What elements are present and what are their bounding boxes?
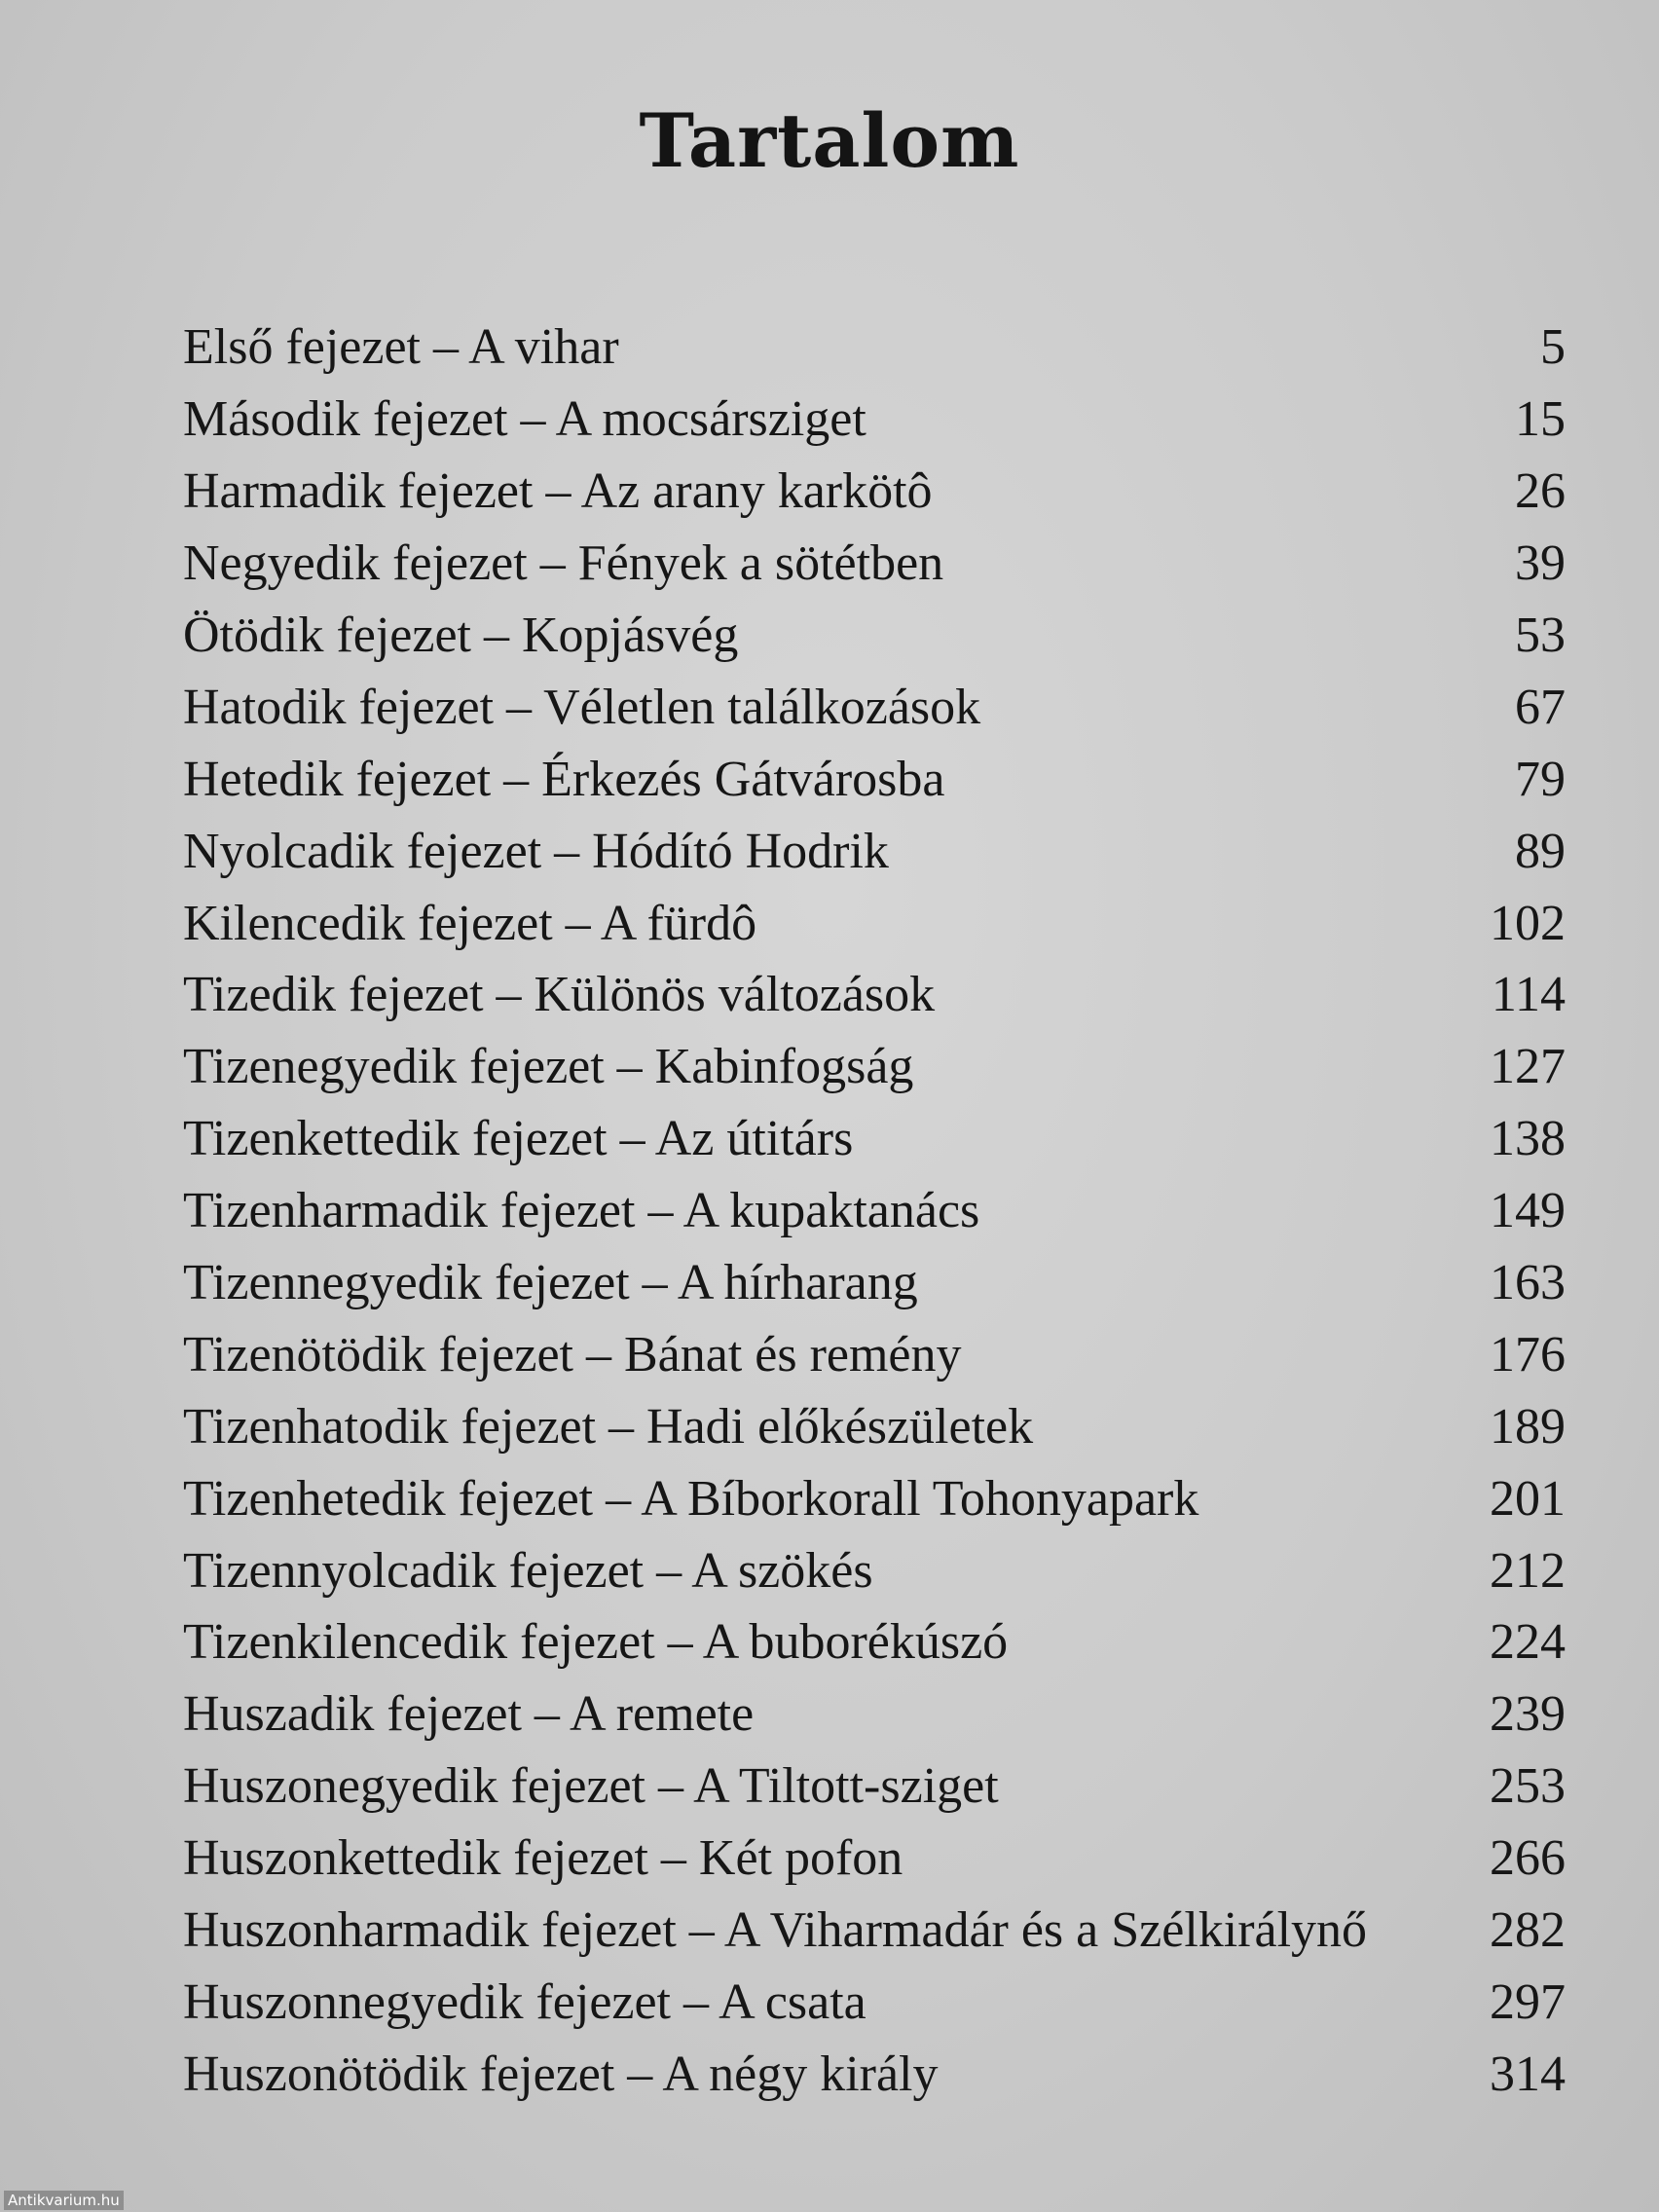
toc-entry-title: Tizenhatodik fejezet – Hadi előkészületek bbox=[183, 1398, 1034, 1455]
toc-entry bbox=[183, 1175, 1566, 1247]
toc-entry-page-number: 67 bbox=[1515, 679, 1566, 735]
toc-entry bbox=[183, 815, 1566, 887]
toc-entry-page-number: 239 bbox=[1490, 1686, 1566, 1743]
toc-entry-page-number: 15 bbox=[1515, 391, 1566, 448]
toc-entry-page-number: 189 bbox=[1490, 1398, 1566, 1455]
toc-entry-page-number: 201 bbox=[1490, 1470, 1566, 1527]
toc-entry bbox=[183, 456, 1566, 528]
toc-entry bbox=[183, 1031, 1566, 1103]
toc-entry-title: Tizedik fejezet – Különös változások bbox=[183, 967, 936, 1023]
toc-entry bbox=[183, 1390, 1566, 1462]
toc-entry bbox=[183, 1678, 1566, 1751]
toc-entry bbox=[183, 671, 1566, 743]
toc-entry-page-number: 314 bbox=[1490, 2046, 1566, 2102]
toc-entry-page-number: 176 bbox=[1490, 1326, 1566, 1382]
toc-entry bbox=[183, 1534, 1566, 1606]
table-of-contents bbox=[183, 312, 1566, 2110]
toc-entry-page-number: 149 bbox=[1490, 1183, 1566, 1239]
toc-entry-title: Kilencedik fejezet – A fürdô bbox=[183, 895, 757, 951]
toc-entry-page-number: 5 bbox=[1540, 319, 1566, 376]
toc-entry-title: Huszonkettedik fejezet – Két pofon bbox=[183, 1830, 903, 1887]
toc-entry-page-number: 53 bbox=[1515, 608, 1566, 663]
toc-entry-page-number: 212 bbox=[1490, 1542, 1566, 1599]
toc-entry-page-number: 138 bbox=[1490, 1111, 1566, 1167]
toc-entry-page-number: 26 bbox=[1515, 463, 1566, 520]
toc-entry bbox=[183, 959, 1566, 1031]
toc-entry-page-number: 253 bbox=[1490, 1758, 1566, 1815]
toc-entry-title: Hatodik fejezet – Véletlen találkozások bbox=[183, 679, 981, 735]
toc-entry bbox=[183, 384, 1566, 456]
toc-entry-title: Tizenkettedik fejezet – Az útitárs bbox=[183, 1111, 854, 1167]
toc-entry bbox=[183, 887, 1566, 959]
toc-entry-title: Huszadik fejezet – A remete bbox=[183, 1686, 755, 1743]
toc-entry-title: Második fejezet – A mocsársziget bbox=[183, 391, 866, 448]
toc-entry bbox=[183, 1103, 1566, 1175]
toc-entry-title: Huszonötödik fejezet – A négy király bbox=[183, 2046, 939, 2102]
toc-entry-page-number: 282 bbox=[1490, 1902, 1566, 1959]
toc-entry-page-number: 127 bbox=[1490, 1039, 1566, 1095]
toc-entry-title: Tizenkilencedik fejezet – A buborékúszó bbox=[183, 1614, 1009, 1671]
toc-entry-page-number: 297 bbox=[1490, 1973, 1566, 2030]
page-title: Tartalom bbox=[639, 97, 1020, 184]
toc-entry-title: Hetedik fejezet – Érkezés Gátvárosba bbox=[183, 751, 945, 807]
toc-entry-title: Tizenhetedik fejezet – A Bíborkorall Tohonyapark bbox=[183, 1470, 1199, 1527]
toc-entry bbox=[183, 600, 1566, 672]
toc-entry-title: Huszonegyedik fejezet – A Tiltott-sziget bbox=[183, 1758, 999, 1815]
toc-entry-title: Tizenharmadik fejezet – A kupaktanács bbox=[183, 1183, 980, 1239]
toc-entry-page-number: 89 bbox=[1515, 823, 1566, 879]
toc-entry bbox=[183, 1247, 1566, 1319]
toc-entry-page-number: 79 bbox=[1515, 751, 1566, 807]
toc-entry-title: Ötödik fejezet – Kopjásvég bbox=[183, 608, 739, 663]
toc-entry bbox=[183, 1462, 1566, 1534]
toc-entry-title: Tizenötödik fejezet – Bánat és remény bbox=[183, 1326, 962, 1382]
toc-entry bbox=[183, 312, 1566, 384]
toc-entry bbox=[183, 743, 1566, 815]
toc-entry-title: Tizennegyedik fejezet – A hírharang bbox=[183, 1255, 918, 1311]
toc-entry-page-number: 266 bbox=[1490, 1830, 1566, 1887]
toc-entry bbox=[183, 2038, 1566, 2110]
toc-entry-title: Tizenegyedik fejezet – Kabinfogság bbox=[183, 1039, 914, 1095]
toc-entry bbox=[183, 528, 1566, 600]
toc-entry-page-number: 114 bbox=[1491, 967, 1566, 1023]
toc-entry-title: Tizennyolcadik fejezet – A szökés bbox=[183, 1542, 873, 1599]
toc-entry bbox=[183, 1318, 1566, 1390]
toc-entry-title: Huszonnegyedik fejezet – A csata bbox=[183, 1973, 866, 2030]
toc-entry-title: Nyolcadik fejezet – Hódító Hodrik bbox=[183, 823, 889, 879]
toc-entry-title: Harmadik fejezet – Az arany karkötô bbox=[183, 463, 933, 520]
watermark: Antikvarium.hu bbox=[4, 2191, 124, 2210]
toc-entry-page-number: 224 bbox=[1490, 1614, 1566, 1671]
toc-entry bbox=[183, 1606, 1566, 1678]
toc-entry bbox=[183, 1751, 1566, 1823]
toc-entry bbox=[183, 1823, 1566, 1895]
toc-entry-page-number: 163 bbox=[1490, 1255, 1566, 1311]
toc-entry-title: Huszonharmadik fejezet – A Viharmadár és a Szélkirálynő bbox=[183, 1902, 1368, 1959]
toc-entry bbox=[183, 1895, 1566, 1967]
toc-entry-title: Negyedik fejezet – Fények a sötétben bbox=[183, 535, 944, 592]
toc-entry-page-number: 102 bbox=[1490, 895, 1566, 951]
toc-entry-title: Első fejezet – A vihar bbox=[183, 319, 619, 376]
toc-entry bbox=[183, 1966, 1566, 2038]
toc-entry-page-number: 39 bbox=[1515, 535, 1566, 592]
